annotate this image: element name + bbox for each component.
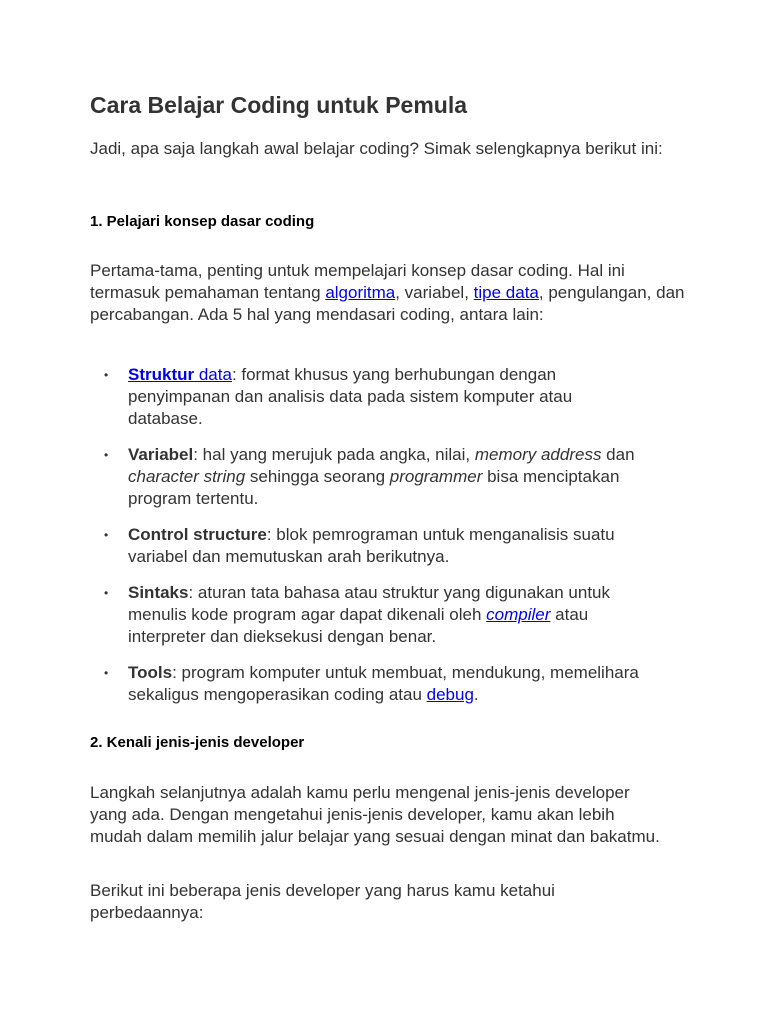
item-desc: : format khusus yang berhubungan dengan penyimpanan dan analisis data pada sistem komputer atau database. xyxy=(128,365,573,428)
item-desc-d: bisa menciptakan program tertentu. xyxy=(128,467,620,508)
section2-heading: 2. Kenali jenis-jenis developer xyxy=(90,734,305,751)
item-desc-b: dan xyxy=(601,445,635,464)
list-item-control-structure xyxy=(90,524,650,568)
link-compiler[interactable]: compiler xyxy=(486,605,551,624)
item-term: Variabel xyxy=(128,445,194,464)
item-em-a: memory address xyxy=(474,445,602,464)
section1-paragraph xyxy=(90,260,685,326)
section1-text-c: , pengulangan, dan percabangan. Ada 5 hal yang mendasari coding, antara lain: xyxy=(90,283,685,324)
item-desc-a: : program komputer untuk membuat, mendukung, memelihara sekaligus mengoperasikan coding atau xyxy=(128,663,639,704)
item-em-c: programmer xyxy=(389,467,483,486)
link-algoritma[interactable]: algoritma xyxy=(325,283,396,302)
item-desc: : blok pemrograman untuk menganalisis suatu variabel dan memutuskan arah berikutnya. xyxy=(128,525,615,566)
list-item-struktur-data xyxy=(90,364,650,430)
article-title: Cara Belajar Coding untuk Pemula xyxy=(90,92,468,118)
bullet-icon: • xyxy=(104,528,109,542)
intro-paragraph: Jadi, apa saja langkah awal belajar coding? Simak selengkapnya berikut ini: xyxy=(90,139,663,158)
link-data[interactable]: data xyxy=(194,365,232,384)
link-debug[interactable]: debug xyxy=(426,685,474,704)
section2-paragraph-1: Langkah selanjutnya adalah kamu perlu mengenal jenis-jenis developer yang ada. Dengan mengetahui jenis-jenis developer, kamu akan lebih mudah dalam memilih jalur belajar yang sesuai dengan minat dan bakatmu. xyxy=(90,783,660,846)
link-struktur[interactable]: Struktur xyxy=(128,365,195,384)
section1-heading: 1. Pelajari konsep dasar coding xyxy=(90,213,315,230)
bullet-icon: • xyxy=(104,586,109,600)
list-item-sintaks xyxy=(90,582,650,648)
section2-paragraph-2: Berikut ini beberapa jenis developer yang harus kamu ketahui perbedaannya: xyxy=(90,881,555,922)
item-term: Control structure xyxy=(128,525,267,544)
list-item-variabel xyxy=(90,444,650,510)
bullet-icon: • xyxy=(104,368,109,382)
bullet-icon: • xyxy=(104,448,109,462)
list-item-tools xyxy=(90,662,650,706)
section1-text-b: , variabel, xyxy=(395,283,474,302)
item-desc-a: : hal yang merujuk pada angka, nilai, xyxy=(193,445,475,464)
link-tipe-data[interactable]: tipe data xyxy=(473,283,539,302)
bullet-icon: • xyxy=(104,666,109,680)
item-desc-a: : aturan tata bahasa atau struktur yang digunakan untuk menulis kode program agar dapat dikenali oleh xyxy=(128,583,610,624)
item-desc-b: . xyxy=(473,685,479,704)
item-desc-b: atau interpreter dan dieksekusi dengan benar. xyxy=(128,605,589,646)
concept-list xyxy=(90,364,650,720)
item-desc-c: sehingga seorang xyxy=(245,467,390,486)
section1-text-a: Pertama-tama, penting untuk mempelajari konsep dasar coding. Hal ini termasuk pemahaman tentang xyxy=(90,261,625,302)
item-em-b: character string xyxy=(128,467,246,486)
item-term: Tools xyxy=(128,663,173,682)
item-term: Sintaks xyxy=(128,583,189,602)
